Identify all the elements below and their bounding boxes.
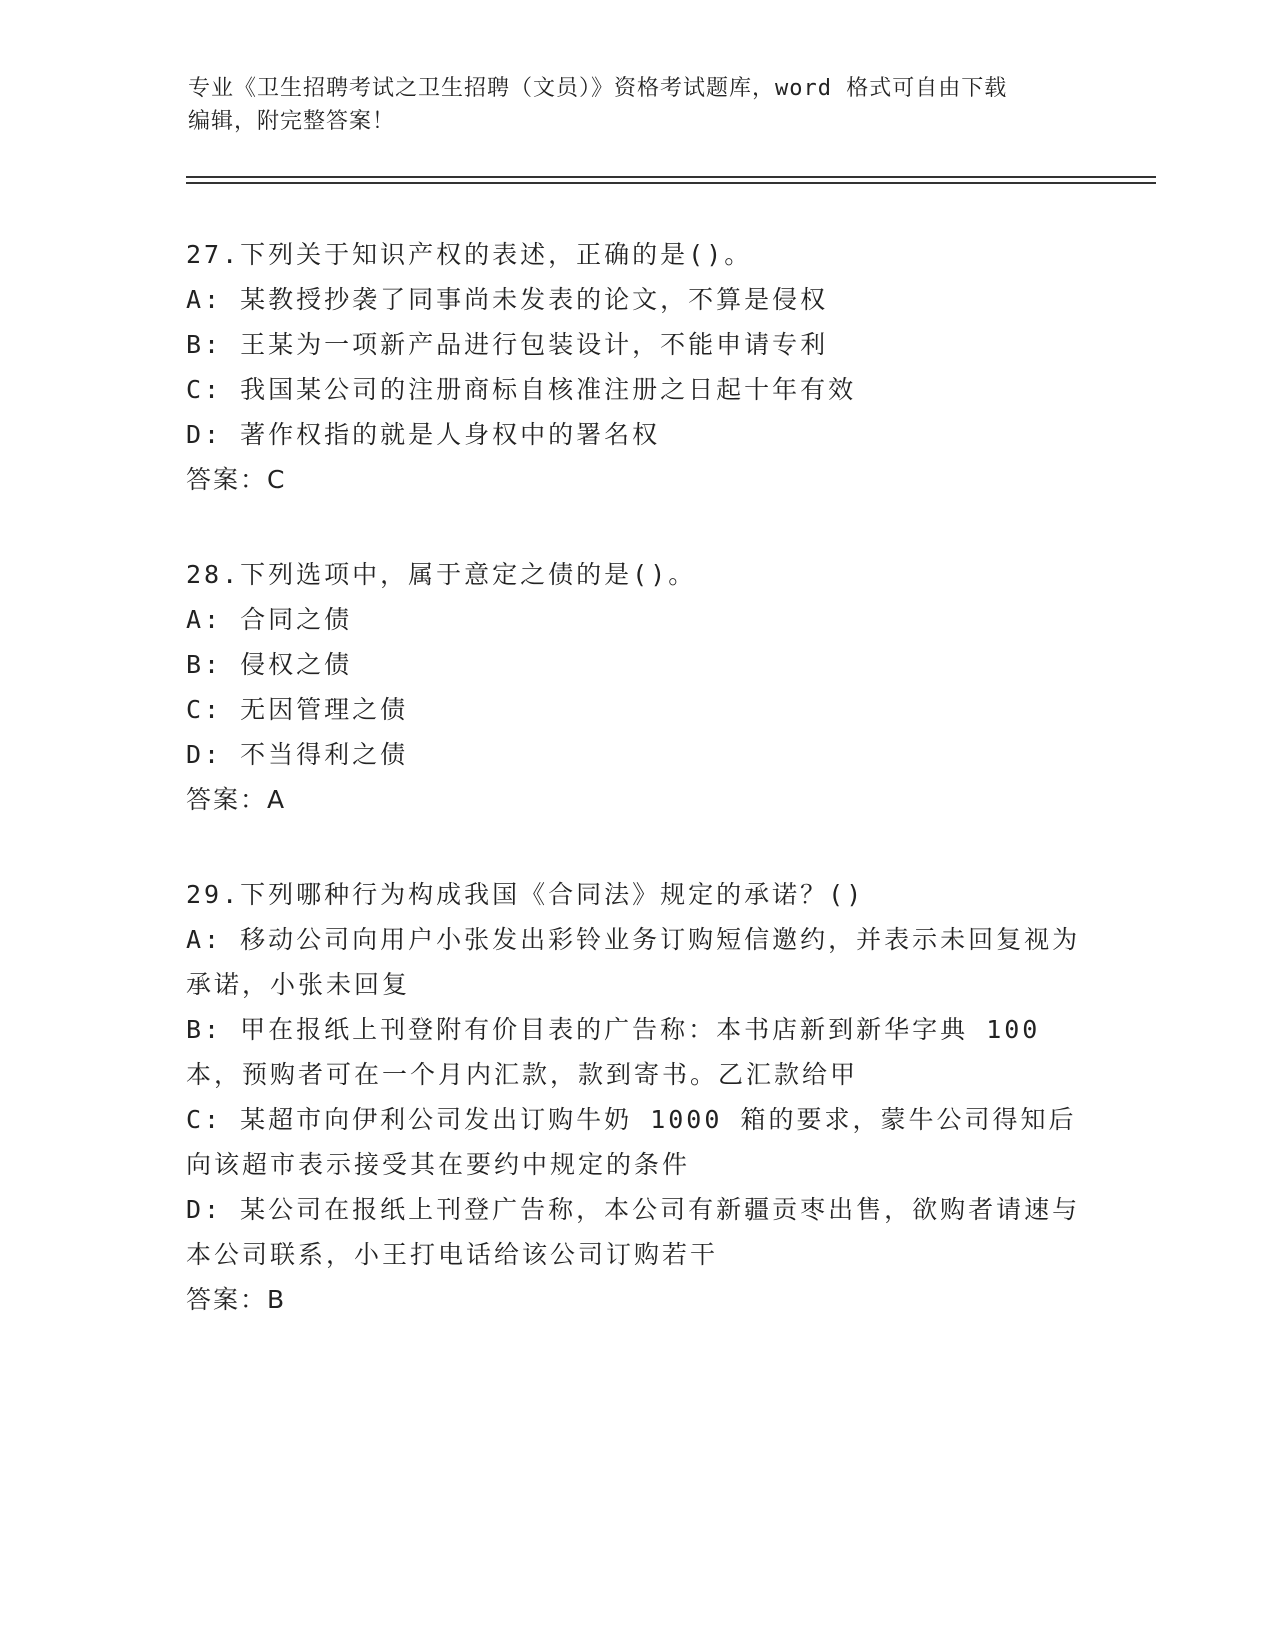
option-b: B: 王某为一项新产品进行包装设计，不能申请专利: [186, 330, 829, 359]
question-27: [186, 232, 1086, 502]
question-title: 29.下列哪种行为构成我国《合同法》规定的承诺？(): [186, 880, 865, 909]
header-line-1: 专业《卫生招聘考试之卫生招聘（文员）》资格考试题库，word 格式可自由下载: [188, 76, 1008, 101]
header-divider-bottom: [186, 182, 1156, 184]
option-c: C: 某超市向伊利公司发出订购牛奶 1000 箱的要求，蒙牛公司得知后向该超市表示接受其在要约中规定的条件: [186, 1105, 1077, 1179]
question-title: 28.下列选项中，属于意定之债的是()。: [186, 560, 697, 589]
option-d: D: 不当得利之债: [186, 740, 409, 769]
question-28: [186, 552, 1086, 822]
option-b: B: 甲在报纸上刊登附有价目表的广告称：本书店新到新华字典 100 本，预购者可在一个月内汇款，款到寄书。乙汇款给甲: [186, 1015, 1041, 1089]
document-header: [188, 72, 1088, 138]
option-b: B: 侵权之债: [186, 650, 353, 679]
question-29: [186, 872, 1086, 1322]
option-d: D: 著作权指的就是人身权中的署名权: [186, 420, 661, 449]
answer: 答案：C: [186, 465, 287, 494]
option-c: C: 无因管理之债: [186, 695, 409, 724]
option-c: C: 我国某公司的注册商标自核准注册之日起十年有效: [186, 375, 857, 404]
option-a: A: 某教授抄袭了同事尚未发表的论文，不算是侵权: [186, 285, 829, 314]
header-divider-top: [186, 176, 1156, 178]
option-a: A: 移动公司向用户小张发出彩铃业务订购短信邀约，并表示未回复视为承诺，小张未回复: [186, 925, 1081, 999]
header-line-2: 编辑，附完整答案！: [188, 109, 396, 134]
option-d: D: 某公司在报纸上刊登广告称，本公司有新疆贡枣出售，欲购者请速与本公司联系，小王打电话给该公司订购若干: [186, 1195, 1081, 1269]
answer: 答案：B: [186, 1285, 287, 1314]
answer: 答案：A: [186, 785, 287, 814]
option-a: A: 合同之债: [186, 605, 353, 634]
question-title: 27.下列关于知识产权的表述，正确的是()。: [186, 240, 753, 269]
